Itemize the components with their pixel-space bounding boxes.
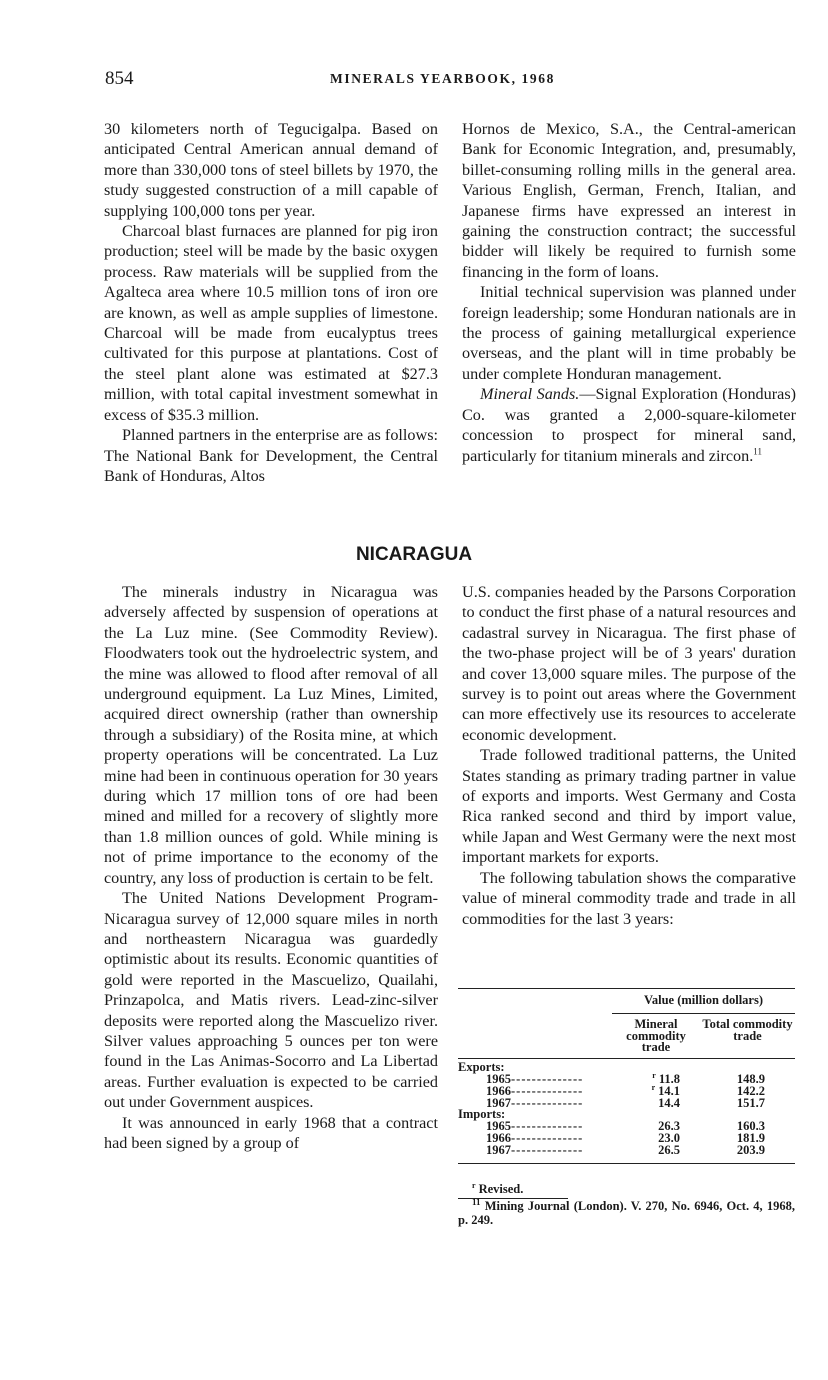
year-cell: 1967 [486,1097,511,1110]
table-row [458,1098,795,1110]
paragraph: It was announced in early 1968 that a contract had been signed by a group of [104,1113,438,1152]
paragraph: 30 kilometers north of Tegucigalpa. Based on anticipated Central American annual demand of more than 330,000 tons of steel billets by 1970, the study suggested construction of a mill capable of supplying 100,000 tons per year. [104,120,438,220]
mineral-value: 14.1 [658,1083,680,1098]
footnote-ref: 11 [753,446,762,457]
year-cell: 1965 [486,1073,511,1086]
trade-table-container [458,988,795,1164]
mineral-value: 26.5 [658,1142,680,1157]
revised-flag: r [651,1082,656,1092]
section-heading-nicaragua: NICARAGUA [355,544,473,565]
total-value: 181.9 [736,1130,765,1145]
mineral-value: 26.3 [658,1119,680,1134]
revised-note [458,1182,795,1196]
paragraph: The United Nations Development Program-Nicaragua survey of 12,000 square miles in north and northeastern Nicaragua was guardedly optimistic about its results. Economic quantities of gold were reported in the Mascuelizo, Quailahi, Prinzapolca, and Matis rivers. Lead-zinc-silver deposits were reported along the Mascuelizo river. Silver values approaching 5 ounces per ton were found in the Las Animas-Socorro and La Libertad areas. Further evaluation is expected to be carried out under Government auspices. [104,889,438,1112]
paragraph: The minerals industry in Nicaragua was adversely affected by suspension of operations at the La Luz mine. (See Commodity Review). Floodwaters took out the hydroelectric system, and the mine was allowed to flood after removal of all underground equipment. La Luz Mines, Limited, acquired direct ownership (rather than ownership through a subsidiary) of the Rosita mine, at which property operations will be concentrated. La Luz mine had been in continuous operation for 30 years during which 17 million tons of ore had been mined and milled for a recovery of slightly more than 1.8 million ounces of gold. While mining is not of prime importance to the economy of the country, any loss of production is certain to be felt. [104,583,438,887]
column-header-total: Total commodity trade [700,1013,795,1058]
running-head: MINERALS YEARBOOK, 1968 [330,71,555,86]
year-cell: 1966 [486,1132,511,1145]
total-value: 148.9 [736,1071,765,1086]
revised-flag: r [652,1070,656,1080]
leader-dots: -------------- [511,1073,584,1086]
paragraph: Trade followed traditional patterns, the United States standing as primary trading partner in value of exports and imports. West Germany and Costa Rica ranked second and third by import value, while Japan and West Germany were the next most important markets for exports. [462,746,796,867]
page-number: 854 [105,68,134,89]
column-header-mineral: Mineral commodity trade [612,1013,700,1058]
mineral-sands-paragraph [462,384,796,466]
leader-dots: -------------- [511,1121,584,1133]
footnote [458,1196,795,1227]
mineral-value: 23.0 [658,1130,680,1145]
value-header: Value (million dollars) [612,989,795,1013]
leader-dots: -------------- [511,1085,584,1098]
footnote-number: 11 [472,1196,481,1207]
nicaragua-column-left [104,582,438,1153]
mineral-value: 11.8 [658,1071,680,1086]
total-value: 151.7 [736,1095,765,1110]
revised-mark: r [472,1180,476,1190]
nicaragua-column-right [462,582,796,929]
imports-label: Imports: [458,1107,506,1122]
paragraph: Planned partners in the enterprise are as follows: The National Bank for Development, the Central Bank of Honduras, Altos [104,426,438,485]
leader-dots: -------------- [511,1132,584,1145]
total-value: 203.9 [736,1142,765,1157]
honduras-column-right [462,119,796,466]
side-heading: Mineral Sands. [480,385,580,404]
total-value: 160.3 [736,1119,765,1134]
leader-dots: -------------- [511,1144,584,1157]
leader-dots: -------------- [511,1097,584,1110]
paragraph-body: —Signal Exploration (Honduras) Co. was granted a 2,000-square-kilometer concession to prospect for mineral sand, particularly for titanium minerals and zircon. [462,385,797,465]
year-cell: 1966 [486,1085,511,1098]
honduras-column-left [104,119,438,486]
year-cell: 1967 [486,1144,511,1157]
paragraph: U.S. companies headed by the Parsons Corporation to conduct the first phase of a natural resources and cadastral survey in Nicaragua. The first phase of the two-phase project will be of 3 years' duration and cover 13,000 square miles. The purpose of the survey is to point out areas where the Government can more effectively use its resources to accelerate economic development. [462,583,796,744]
revised-text: Revised. [478,1182,524,1196]
table-row [458,1145,795,1157]
paragraph: Hornos de Mexico, S.A., the Central-american Bank for Economic Integration, and, presumably, billet-consuming rolling mills in the general area. Various English, German, French, Italian, and Japanese firms have expressed an interest in gaining the construction contract; the successful bidder will likely be required to furnish some financing in the form of loans. [462,120,796,281]
paragraph: Initial technical supervision was planned under foreign leadership; some Honduran nationals are in the process of gaining metallurgical experience overseas, and the plant will in time probably be under complete Honduran management. [462,283,796,383]
mineral-value: 14.4 [658,1095,680,1110]
table-notes [458,1182,795,1227]
footnote-text: Mining Journal (London). V. 270, No. 6946, Oct. 4, 1968, p. 249. [458,1199,795,1227]
exports-label: Exports: [458,1060,505,1075]
total-value: 142.2 [736,1083,765,1098]
paragraph: The following tabulation shows the comparative value of mineral commodity trade and trade in all commodities for the last 3 years: [462,868,796,928]
year-cell: 1965 [486,1121,511,1133]
paragraph: Charcoal blast furnaces are planned for pig iron production; steel will be made by the basic oxygen process. Raw materials will be supplied from the Agalteca area where 10.5 million tons of iron ore are known, as well as ample supplies of limestone. Charcoal will be made from eucalyptus trees cultivated for this purpose at plantations. Cost of the steel plant alone was estimated at $27.3 million, with total capital investment somewhat in excess of $35.3 million. [104,222,438,424]
trade-table [458,988,795,1164]
